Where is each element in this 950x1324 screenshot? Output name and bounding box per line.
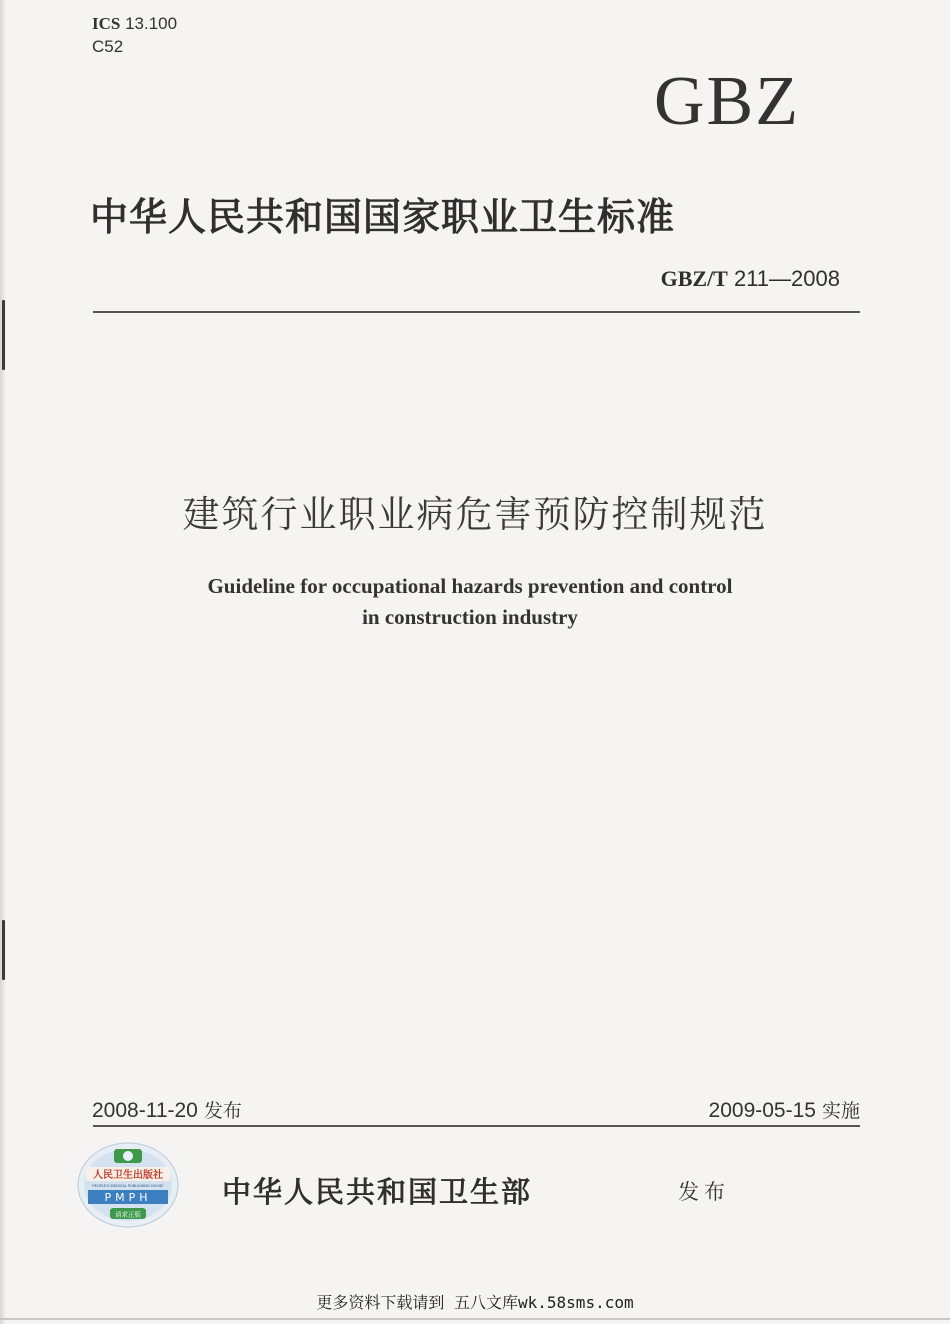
publisher-logo-abbr: PMPH: [104, 1191, 152, 1204]
publisher-logo-icon: [76, 1141, 180, 1229]
issue-date-value: 2008-11-20: [92, 1099, 198, 1122]
english-title-line-1: Guideline for occupational hazards prevention and control: [207, 574, 733, 598]
standard-code-prefix: GBZ/T: [660, 266, 728, 291]
download-footer: 更多资料下载请到 五八文库wk.58sms.com: [316, 1293, 634, 1312]
scan-edge: [0, 0, 6, 1324]
effective-date-value: 2009-05-15: [708, 1099, 816, 1122]
gbz-logo: GBZ: [654, 63, 800, 140]
publisher-logo-badge: 请求正版: [115, 1210, 141, 1219]
publisher-logo: [76, 1141, 180, 1229]
english-title-line-2: in construction industry: [362, 605, 578, 629]
scan-mark: [2, 920, 5, 980]
standard-code-number: 211—2008: [727, 266, 840, 291]
standard-category-title: 中华人民共和国国家职业卫生标准: [90, 194, 676, 239]
footer-divider: [93, 1125, 860, 1127]
publisher-logo-text-cn: 人民卫生出版社: [93, 1170, 163, 1181]
effective-date: [709, 1096, 860, 1123]
ccs-code: C52: [92, 37, 124, 56]
issue-date: [92, 1096, 242, 1123]
english-title: [0, 571, 940, 633]
classification-codes: [92, 12, 177, 58]
publish-verb: 发布: [678, 1180, 730, 1204]
publisher-logo-text-en: PEOPLE'S MEDICAL PUBLISHING HOUSE: [92, 1184, 164, 1188]
ics-label: ICS: [92, 14, 121, 33]
publisher-name: 中华人民共和国卫生部: [222, 1175, 533, 1209]
page-bottom-edge: [0, 1318, 950, 1320]
issue-date-label: 发布: [197, 1100, 242, 1122]
effective-date-label: 实施: [815, 1100, 860, 1122]
scan-mark: [2, 300, 5, 370]
standard-code: [661, 266, 840, 292]
ics-code: 13.100: [120, 14, 178, 33]
header-divider: [93, 311, 860, 313]
chinese-title: 建筑行业职业病危害预防控制规范: [182, 493, 768, 536]
ics-line: [92, 12, 177, 35]
